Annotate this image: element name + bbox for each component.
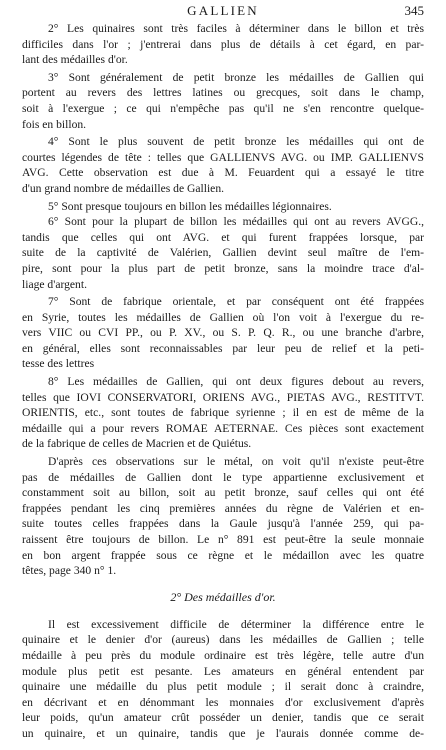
text-line: frappées pendant les cinq premières années du règne de Valérien et en- [22,501,424,515]
text-line: suite de la captivité de Valérien, Gallien devint seul maître de l'em- [22,246,424,260]
text-line: 6° Sont pour la plupart de billon les médailles qui ont au revers AVGG., [48,215,424,229]
text-line: telles que IOVI CONSERVATORI, ORIENS AVG., PIETAS AVG., RESTITVT. [22,390,424,404]
running-title: GALLIEN [187,3,259,18]
text-line: 7° Sont de fabrique orientale, et par conséquent ont été frappées [48,295,424,309]
text-line: 4° Sont le plus souvent de petit bronze les médailles qui ont de [48,135,424,149]
text-line: liage d'argent. [22,277,87,291]
text-line: raissent être toujours de billon. Le n° 891 est peut-être la seule monnaie [22,533,424,546]
text-line: pire, sont pour la plus part de petit bronze, sans la moindre trace d'al- [22,261,424,275]
text-line: constamment soit au billon, soit au petit bronze, sauf celles qui ont été [22,486,424,500]
text-line: quinaire une médaille du plus petit module ; il serait donc à craindre, [22,680,424,694]
text-line: un quinaire, et un quinaire, tandis que je l'aurais donnée comme de- [22,726,424,740]
text-line: de la fabrique de celles de Macrien et de Quiétus. [22,437,252,451]
text-line: 2° Les quinaires sont très faciles à déterminer dans le billon et très [48,22,424,35]
text-line: en général, elles sont reconnaissables par leur peu de relief et la peti- [22,341,424,355]
text-line: Il est excessivement difficile de déterminer la différence entre le [48,617,424,631]
paragraph-lettres [22,70,424,132]
paragraph-medailles-or [22,617,424,742]
text-line: module plus petit est pesante. Les amateurs en général entendent par [22,664,424,678]
text-line: courtes légendes de tête : telles que GALLIENVS AVG. ou IMP. GALLIENVS [22,150,424,164]
text-line: 5° Sont presque toujours en billon les médailles légionnaires. [48,199,332,213]
text-line: ORIENTIS, etc., sont toutes de fabrique syrienne ; il en est de même de la [22,406,424,420]
paragraph-legendes [22,134,424,196]
text-line: AVG. Cette observation est due à M. Feuardent qui a essayé le titre [22,166,424,180]
text-line: en bon argent frappée sous ce règne et le médaillon avec les quatre [22,548,424,562]
text-line: d'un grand nombre de médailles de Gallien. [22,181,225,195]
text-line: en décrivant et en dénommant les monnaies d'or exclusivement d'après [22,695,424,709]
text-line: suite toutes celles frappées dans la Gaule jusqu'à l'année 259, qui pa- [22,517,424,531]
text-line: portent au revers des lettres latines ou grecques, soit dans le champ, [22,86,424,100]
text-line: leur poids, qu'un amateur crût posséder un denier, tandis que ce serait [22,711,424,725]
paragraph-conclusion-metal [22,454,424,579]
text-line: médaille à peu près du module ordinaire est très légère, telle autre d'un [22,648,424,662]
running-head [0,3,446,19]
text-line: quinaire et le denier d'or (aureus) dans les médailles de Gallien ; telle [22,633,424,647]
paragraph-fabrique-orientale [22,294,424,372]
paragraph-legionnaires [22,199,424,215]
text-line: vers VIIC ou CVI PP., ou P. XV., ou S. P. Q. R., ou une branche d'arbre, [22,326,424,340]
paragraph-avgg [22,214,424,292]
text-column [22,21,424,742]
text-line: têtes, page 340 n° 1. [22,564,117,578]
text-line: tesse des lettres [22,357,95,371]
text-line: pas de médailles de Gallien dont le type appartienne exclusivement et [22,470,424,484]
text-line: D'après ces observations sur le métal, on voit qu'il n'existe peut-être [48,455,424,469]
text-line: difficiles dans l'or ; j'entrerai dans plus de détails à cet égard, en par- [22,37,424,51]
text-line: lant des médailles d'or. [22,53,128,67]
text-line: soit à l'exergue ; ce qui n'empêche pas qu'il ne s'en rencontre quelque- [22,101,424,115]
text-line: 3° Sont généralement de petit bronze les médailles de Gallien qui [48,70,424,84]
text-line: fois en billon. [22,117,87,131]
text-line: tandis que celles qui ont AVG. et qui furent frappées lorsque, par [22,230,424,244]
text-line: en Syrie, toutes les médailles de Gallien où l'on voit à l'exergue du re- [22,310,424,324]
text-line: médaille qui a pour revers ROMAE AETERNAE. Ces pièces sont exactement [22,421,424,435]
text-line: 8° Les médailles de Gallien, qui ont deux figures debout au revers, [48,375,424,389]
page-number: 345 [404,3,424,18]
paragraph-deux-figures [22,374,424,452]
paragraph-quinaires [22,21,424,68]
section-heading: 2° Des médailles d'or. [170,589,276,604]
